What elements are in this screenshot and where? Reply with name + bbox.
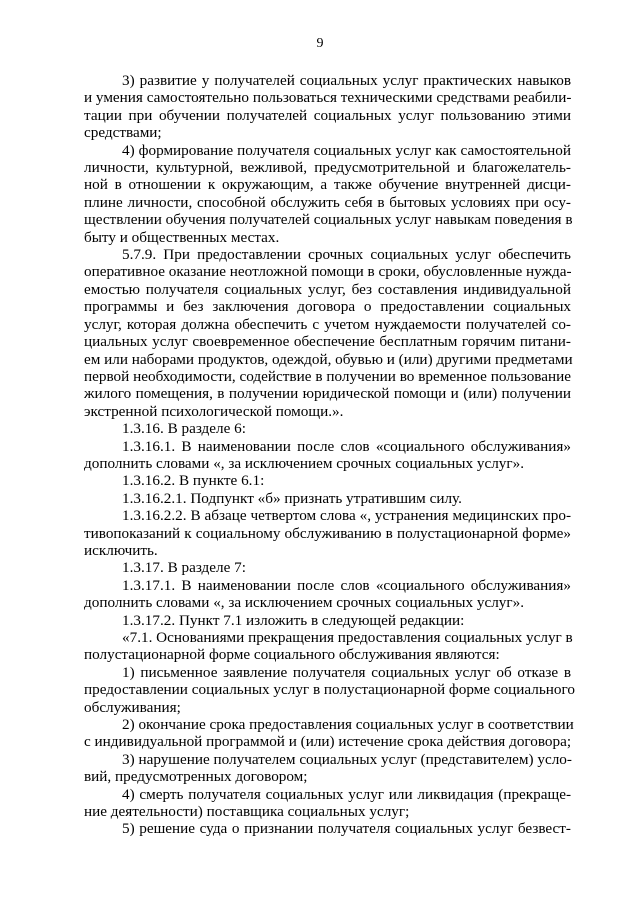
- text-line: 2) окончание срока предоставления социальных услуг в соответствии: [122, 716, 574, 734]
- paragraph: [84, 507, 571, 559]
- text-line: тивопоказаний к социальному обслуживанию в полустационарной форме»: [84, 524, 571, 542]
- text-line: обслуживания;: [84, 698, 181, 716]
- text-line: первой необходимости, содействие в получении во временное пользование: [84, 367, 571, 385]
- paragraph: [84, 612, 571, 629]
- document-body: [84, 72, 575, 838]
- text-line: экстренной психологической помощи.».: [84, 402, 344, 420]
- text-line: дополнить словами «, за исключением срочных социальных услуг».: [84, 594, 525, 612]
- text-line: 1) письменное заявление получателя социальных услуг об отказе в: [122, 663, 571, 681]
- text-line: исключить.: [84, 541, 158, 559]
- paragraph: [84, 490, 571, 507]
- text-line: 1.3.17.1. В наименовании после слов «социального обслуживания»: [122, 576, 571, 594]
- paragraph: [84, 559, 571, 576]
- text-line: 1.3.16.2.2. В абзаце четвертом слова «, устранения медицинских про-: [122, 507, 571, 525]
- text-line: полустационарной форме социального обслуживания являются:: [84, 646, 500, 664]
- text-line: 1.3.17.2. Пункт 7.1 изложить в следующей редакции:: [122, 611, 465, 629]
- paragraph: [84, 577, 571, 612]
- text-line: и умения самостоятельно пользоваться техническими средствами реабили-: [84, 89, 572, 107]
- text-line: программы и без заключения договора о предоставлении социальных: [84, 298, 571, 316]
- paragraph: [84, 629, 571, 664]
- text-line: ние деятельности) поставщика социальных услуг;: [84, 803, 410, 821]
- text-line: вий, предусмотренных договором;: [84, 768, 308, 786]
- paragraph: [84, 751, 571, 786]
- paragraph: [84, 716, 574, 751]
- text-line: жилого помещения, в получении юридической помощи и (или) получении: [84, 385, 571, 403]
- text-line: 4) формирование получателя социальных услуг как самостоятельной: [122, 141, 571, 159]
- paragraph: [84, 663, 575, 716]
- paragraph: [84, 820, 571, 837]
- text-line: «7.1. Основаниями прекращения предоставления социальных услуг в: [122, 629, 573, 646]
- text-line: плине личности, способной обслужить себя в бытовых условиях при осу-: [84, 193, 571, 211]
- text-line: 1.3.17. В разделе 7:: [122, 559, 246, 577]
- page-number: 9: [316, 36, 324, 51]
- text-line: тации при обучении получателей социальных услуг пользованию этими: [84, 106, 571, 124]
- text-line: 3) нарушение получателем социальных услуг (представителем) усло-: [122, 750, 572, 768]
- text-line: 5) решение суда о признании получателя социальных услуг безвест-: [122, 820, 571, 838]
- paragraph: [84, 420, 571, 437]
- paragraph: [84, 786, 571, 821]
- text-line: 5.7.9. При предоставлении срочных социальных услуг обеспечить: [122, 246, 571, 264]
- text-line: с индивидуальной программой и (или) истечение срока действия договора;: [84, 733, 572, 751]
- text-line: предоставлении социальных услуг в полустационарной форме социального: [84, 681, 575, 699]
- text-line: 3) развитие у получателей социальных услуг практических навыков: [122, 72, 571, 89]
- text-line: циальных услуг своевременное обеспечение бесплатным горячим питани-: [84, 333, 571, 351]
- text-line: дополнить словами «, за исключением срочных социальных услуг».: [84, 454, 525, 472]
- text-line: 1.3.16.2. В пункте 6.1:: [122, 472, 265, 490]
- paragraph: [84, 438, 571, 473]
- text-line: оперативное оказание неотложной помощи в сроки, обусловленные нужда-: [84, 263, 572, 281]
- text-line: 4) смерть получателя социальных услуг или ликвидация (прекраще-: [122, 785, 571, 803]
- text-line: емостью получателя социальных услуг, без составления индивидуальной: [84, 280, 571, 298]
- text-line: ществлении обучения получателей социальных услуг навыкам поведения в: [84, 211, 573, 229]
- paragraph: [84, 246, 571, 420]
- text-line: средствами;: [84, 124, 162, 142]
- text-line: ем или наборами продуктов, одеждой, обувью и (или) другими предметами: [84, 350, 573, 368]
- text-line: личности, культурной, вежливой, предусмотрительной и благожелатель-: [84, 159, 571, 177]
- paragraph: [84, 472, 571, 489]
- text-line: услуг, которая должна обеспечить с учетом нуждаемости получателей со-: [84, 315, 571, 333]
- text-line: быту и общественных местах.: [84, 228, 280, 246]
- paragraph: [84, 142, 571, 246]
- text-line: 1.3.16.1. В наименовании после слов «социального обслуживания»: [122, 437, 571, 455]
- text-line: ной в отношении к окружающим, а также обучение внутренней дисци-: [84, 176, 571, 194]
- text-line: 1.3.16. В разделе 6:: [122, 420, 246, 438]
- paragraph: [84, 72, 571, 142]
- text-line: 1.3.16.2.1. Подпункт «б» признать утратившим силу.: [122, 489, 462, 507]
